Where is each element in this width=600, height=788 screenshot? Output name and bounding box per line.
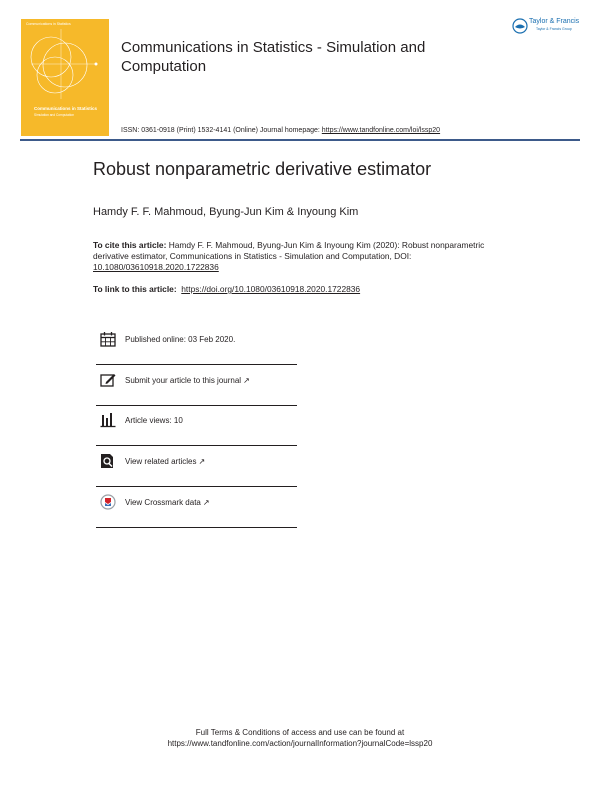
doi-link[interactable]: 10.1080/03610918.2020.1722836 [93,262,219,272]
external-link-icon: ↗ [243,376,250,385]
crossmark-row[interactable] [96,488,297,528]
publisher-logo-name: Taylor & Francis [529,18,580,25]
article-authors: Hamdy F. F. Mahmoud, Byung-Jun Kim & Inyoung Kim [93,206,359,218]
issn-line [121,127,440,134]
citation-text: Hamdy F. F. Mahmoud, Byung-Jun Kim & Inyoung Kim (2020): Robust nonparametric derivative estimator, Communications in Statistics - Simulation and Computation, DOI: [93,240,485,261]
header-divider [20,139,580,141]
citation-block [93,240,513,273]
published-online-row [96,325,297,365]
external-link-icon: ↗ [202,498,210,507]
issn-text: ISSN: 0361-0918 (Print) 1532-4141 (Online) Journal homepage: [121,127,322,134]
article-title: Robust nonparametric derivative estimator [93,159,432,179]
published-online-label: Published online: 03 Feb 2020. [125,335,236,344]
article-views-label: Article views: 10 [125,416,183,425]
cover-top-text: Communications in Statistics [26,22,71,26]
cover-circles-graphic [21,19,109,136]
link-line [93,284,360,294]
link-label: To link to this article: [93,284,177,294]
edit-icon [100,372,116,388]
row-divider [96,486,297,487]
publisher-logo-icon [512,18,528,34]
footer-terms-line: Full Terms & Conditions of access and use can be found at [195,728,405,737]
bar-chart-icon [100,412,116,428]
footer [0,727,600,749]
crossmark-icon [100,494,116,510]
search-document-icon [100,453,116,469]
journal-homepage-link[interactable]: https://www.tandfonline.com/loi/lssp20 [321,127,441,134]
row-divider [96,527,297,528]
publisher-logo-tagline: Taylor & Francis Group [536,27,572,31]
related-articles-row[interactable] [96,447,297,487]
external-link-icon: ↗ [198,457,206,466]
footer-terms-link[interactable]: https://www.tandfonline.com/action/journalInformation?journalCode=lssp20 [167,739,433,748]
journal-title: Communications in Statistics - Simulation and Computation [121,39,426,75]
calendar-icon [100,331,116,347]
submit-article-label[interactable]: Submit your article to this journal [125,376,242,385]
row-divider [96,445,297,446]
cover-title: Communications in Statistics [34,106,98,111]
related-articles-label[interactable]: View related articles [125,457,197,466]
article-link[interactable]: https://doi.org/10.1080/03610918.2020.1722836 [181,284,361,294]
cover-publisher: Taylor & Francis [73,143,95,147]
article-views-row [96,406,297,446]
cover-subtitle: Simulation and Computation [34,113,75,117]
submit-article-link[interactable] [125,376,250,385]
submit-article-row[interactable] [96,366,297,406]
citation-label: To cite this article: [93,240,167,250]
row-divider [96,364,297,365]
journal-cover-image [21,19,109,147]
crossmark-link[interactable] [125,498,210,507]
crossmark-label[interactable]: View Crossmark data [125,498,201,507]
related-articles-link[interactable] [125,457,205,466]
publisher-logo [512,17,584,37]
